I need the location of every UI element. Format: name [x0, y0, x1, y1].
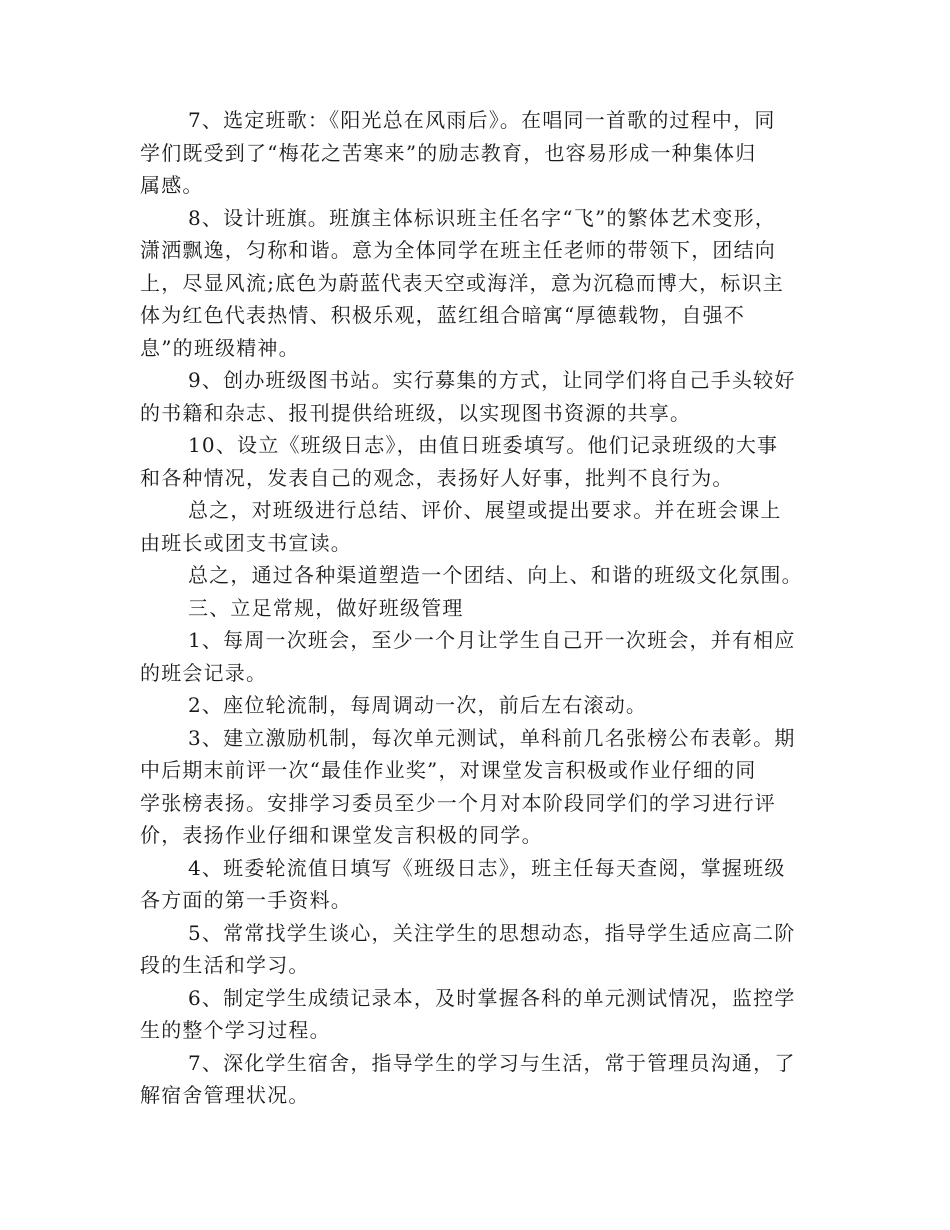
text-line: 中后期末前评一次“最佳作业奖”，对课堂发言积极或作业仔细的同 — [140, 758, 757, 782]
text-line: 解宿舍管理状况。 — [140, 1083, 310, 1107]
text-line: 的书籍和杂志、报刊提供给班级，以实现图书资源的共享。 — [140, 400, 692, 425]
text-line: 各方面的第一手资料。 — [140, 888, 352, 912]
paragraph — [140, 722, 810, 852]
text-line: 2、座位轮流制，每周调动一次，前后左右滚动。 — [188, 693, 648, 717]
text-line: 学们既受到了“梅花之苦寒来”的励志教育，也容易形成一种集体归 — [140, 140, 757, 165]
text-line: 4、班委轮流值日填写《班级日志》，班主任每天查阅，掌握班级 — [188, 855, 786, 880]
paragraph — [140, 429, 810, 494]
paragraph — [140, 1047, 810, 1112]
text-line: 属感。 — [140, 173, 204, 197]
paragraph — [140, 364, 810, 429]
text-line: 上，尽显风流;底色为蔚蓝代表天空或海洋，意为沉稳而博大，标识主 — [140, 270, 784, 295]
text-line: 体为红色代表热情、积极乐观，蓝红组合暗寓“厚德载物，自强不 — [140, 303, 746, 327]
text-line: 总之，通过各种渠道塑造一个团结、向上、和谐的班级文化氛围。 — [188, 563, 803, 587]
text-line: 价，表扬作业仔细和课堂发言积极的同学。 — [140, 823, 543, 847]
text-line: 7、深化学生宿舍，指导学生的学习与生活，常于管理员沟通，了 — [188, 1050, 796, 1075]
paragraph — [140, 592, 810, 625]
text-line: 6、制定学生成绩记录本，及时掌握各科的单元测试情况，监控学 — [188, 985, 796, 1010]
text-line: 潇洒飘逸，匀称和谐。意为全体同学在班主任老师的带领下，团结向 — [140, 238, 776, 262]
text-line: 1、每周一次班会，至少一个月让学生自己开一次班会，并有相应 — [188, 628, 796, 652]
text-line: 由班长或团支书宣读。 — [140, 530, 352, 555]
paragraph — [140, 982, 810, 1047]
paragraph — [140, 104, 810, 202]
text-line: 生的整个学习过程。 — [140, 1018, 331, 1042]
paragraph — [140, 689, 810, 722]
paragraph — [140, 559, 810, 592]
text-line: 5、常常找学生谈心，关注学生的思想动态，指导学生适应高二阶 — [188, 920, 796, 945]
text-line: 学张榜表扬。安排学习委员至少一个月对本阶段同学们的学习进行评 — [140, 790, 776, 815]
text-line: 三、立足常规，做好班级管理 — [188, 595, 464, 620]
text-line: 和各种情况，发表自己的观念，表扬好人好事，批判不良行为。 — [140, 465, 734, 490]
text-line: 息”的班级精神。 — [140, 335, 300, 360]
text-line: 段的生活和学习。 — [140, 953, 310, 977]
paragraph — [140, 917, 810, 982]
text-line: 的班会记录。 — [140, 660, 268, 685]
paragraph — [140, 624, 810, 689]
paragraph — [140, 494, 810, 559]
text-line: 3、建立激励机制，每次单元测试，单科前几名张榜公布表彰。期 — [188, 725, 796, 750]
text-line: 8、设计班旗。班旗主体标识班主任名字“飞”的繁体艺术变形， — [188, 205, 776, 230]
document-page — [140, 104, 810, 1112]
text-line: 10、设立《班级日志》，由值日班委填写。他们记录班级的大事 — [188, 433, 779, 457]
text-line: 9、创办班级图书站。实行募集的方式，让同学们将自己手头较好 — [188, 368, 796, 392]
paragraph — [140, 852, 810, 917]
text-line: 总之，对班级进行总结、评价、展望或提出要求。并在班会课上 — [188, 498, 782, 522]
text-line: 7、选定班歌：《阳光总在风雨后》。在唱同一首歌的过程中，同 — [188, 108, 776, 132]
paragraph — [140, 202, 810, 365]
